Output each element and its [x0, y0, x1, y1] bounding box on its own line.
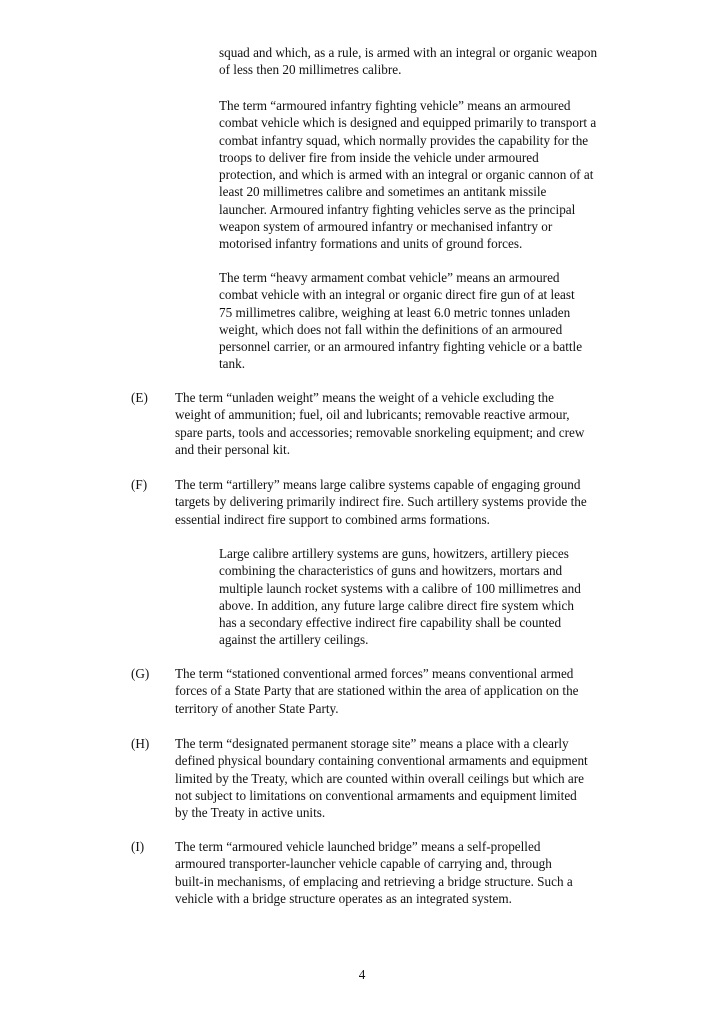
- paragraph-aifv-definition: The term “armoured infantry fighting vehicle” means an armoured combat vehicle which is designed and equipped primarily to transport a combat infantry squad, which normally provides the capability for the troops to deliver fire from inside the vehicle under armoured protection, and which is armed with an integral or organic cannon of at least 20 millimetres calibre and sometimes an antitank missile launcher. Armoured infantry fighting vehicles serve as the principal weapon system of armoured infantry or mechanised infantry or motorised infantry formations and units of ground forces.: [219, 98, 597, 252]
- item-text-e: The term “unladen weight” means the weight of a vehicle excluding the weight of ammunition; fuel, oil and lubricants; removable reactive armour, spare parts, tools and accessories; removable snorkeling equipment; and crew and their personal kit.: [175, 390, 585, 457]
- item-text-f: The term “artillery” means large calibre systems capable of engaging ground targets by delivering primarily indirect fire. Such artillery systems provide the essential indirect fire support to combined arms formations.: [175, 477, 587, 527]
- item-marker-e: (E): [131, 390, 148, 405]
- paragraph-artillery-systems: Large calibre artillery systems are guns, howitzers, artillery pieces combining the characteristics of guns and howitzers, mortars and multiple launch rocket systems with a calibre of 100 millimetres and above. In addition, any future large calibre direct fire system which has a secondary effective indirect fire capability shall be counted against the artillery ceilings.: [219, 546, 581, 648]
- item-marker-i: (I): [131, 839, 145, 854]
- paragraph-hacv-definition: The term “heavy armament combat vehicle” means an armoured combat vehicle with an integral or organic direct fire gun of at least 75 millimetres calibre, weighing at least 6.0 metric tonnes unladen weight, which does not fall within the definitions of an armoured personnel carrier, or an armoured infantry fighting vehicle or a battle tank.: [219, 270, 583, 372]
- item-text-g: The term “stationed conventional armed forces” means conventional armed forces of a State Party that are stationed within the area of application on the territory of another State Party.: [175, 666, 579, 716]
- page-number: 4: [358, 967, 366, 982]
- paragraph-apc-continuation: squad and which, as a rule, is armed with an integral or organic weapon of less then 20 millimetres calibre.: [219, 45, 598, 78]
- item-text-i: The term “armoured vehicle launched bridge” means a self-propelled armoured transporter-launcher vehicle capable of carrying and, through built-in mechanisms, of emplacing and retrieving a bridge structure. Such a vehicle with a bridge structure operates as an integrated system.: [175, 839, 573, 906]
- item-marker-f: (F): [131, 477, 148, 492]
- item-marker-h: (H): [131, 736, 150, 751]
- item-marker-g: (G): [131, 666, 150, 681]
- item-text-h: The term “designated permanent storage site” means a place with a clearly defined physical boundary containing conventional armaments and equipment limited by the Treaty, which are counted within overall ceilings but which are not subject to limitations on conventional armaments and equipment limited by the Treaty in active units.: [175, 736, 588, 821]
